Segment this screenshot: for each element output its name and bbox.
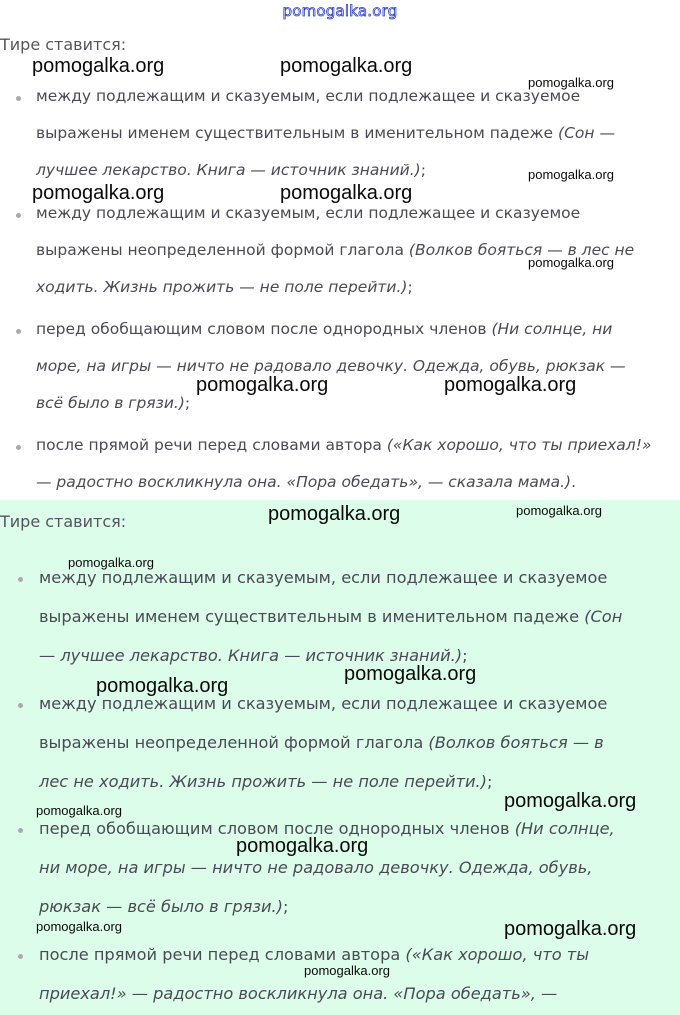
- watermark: pomogalka.org: [68, 555, 154, 570]
- example-text: (Ни солнце, ни: [491, 320, 613, 338]
- watermark: pomogalka.org: [444, 374, 577, 396]
- watermark: pomogalka.org: [280, 182, 413, 204]
- example-text: («Как хорошо, что ты: [405, 945, 589, 964]
- watermark: pomogalka.org: [516, 503, 602, 518]
- rule-text: после прямой речи перед словами автора: [39, 945, 406, 964]
- watermark: pomogalka.org: [528, 167, 614, 182]
- text-line: [39, 984, 557, 1003]
- text-line: [36, 204, 580, 222]
- rule-text: между подлежащим и сказуемым, если подлежащее и сказуемое: [39, 694, 608, 713]
- watermark: pomogalka.org: [304, 963, 390, 978]
- text-line: [39, 568, 607, 587]
- text-line: [39, 733, 604, 752]
- bullet-dot-icon: [18, 954, 23, 959]
- text-line: [39, 858, 592, 877]
- bullet-dot-icon: [16, 329, 21, 334]
- text-line: [36, 124, 615, 142]
- rule-text: выражены именем существительным в именительном падеже: [36, 124, 559, 142]
- bullet-dot-icon: [18, 703, 23, 708]
- rule-text: выражены неопределенной формой глагола: [36, 241, 409, 259]
- text-line: [36, 87, 580, 105]
- example-text: ни море, на игры — ничто не радовало девочку. Одежда, обувь,: [39, 858, 593, 877]
- watermark: pomogalka.org: [196, 374, 329, 396]
- punctuation: ;: [420, 161, 426, 179]
- example-text: рюкзак — всё было в грязи.): [39, 897, 283, 916]
- watermark: pomogalka.org: [236, 835, 369, 857]
- watermark: pomogalka.org: [96, 675, 229, 697]
- watermark: pomogalka.org: [280, 55, 413, 77]
- section-heading: Тире ставится:: [0, 35, 127, 54]
- text-line: [36, 278, 413, 296]
- rule-text: после прямой речи перед словами автора: [36, 436, 387, 454]
- punctuation: ;: [486, 772, 493, 791]
- watermark: pomogalka.org: [268, 503, 401, 525]
- text-line: [39, 607, 622, 626]
- watermark: pomogalka.org: [344, 663, 477, 685]
- example-text: (Волков бояться — в лес не: [408, 241, 635, 259]
- punctuation: ;: [462, 646, 468, 665]
- text-line: [36, 357, 626, 375]
- punctuation: ;: [282, 897, 289, 916]
- text-line: [39, 772, 492, 791]
- example-text: всё было в грязи.): [36, 394, 185, 412]
- example-text: море, на игры — ничто не радовало девочку. Одежда, обувь, рюкзак —: [36, 357, 626, 375]
- section-heading: Тире ставится:: [0, 512, 127, 531]
- text-line: [39, 945, 589, 964]
- example-text: лучшее лекарство. Книга — источник знаний.): [36, 161, 421, 179]
- bullet-dot-icon: [16, 96, 21, 101]
- example-text: — радостно воскликнула она. «Пора обедать», — сказала мама.): [36, 473, 572, 491]
- bullet-dot-icon: [16, 445, 21, 450]
- watermark: pomogalka.org: [36, 803, 122, 818]
- punctuation: .: [571, 473, 577, 491]
- punctuation: ;: [407, 278, 413, 296]
- example-text: ходить. Жизнь прожить — не поле перейти.): [36, 278, 408, 296]
- text-line: [36, 320, 612, 338]
- rule-text: между подлежащим и сказуемым, если подлежащее и сказуемое: [36, 87, 581, 105]
- example-text: — лучшее лекарство. Книга — источник знаний.): [39, 646, 463, 665]
- text-line: [36, 394, 190, 412]
- text-line: [36, 161, 426, 179]
- bullet-dot-icon: [18, 828, 23, 833]
- rule-text: перед обобщающим словом после однородных членов: [39, 819, 515, 838]
- watermark: pomogalka.org: [504, 790, 637, 812]
- example-text: (Сон —: [558, 124, 615, 142]
- watermark: pomogalka.org: [528, 75, 614, 90]
- example-text: («Как хорошо, что ты приехал!»: [386, 436, 652, 454]
- rule-text: выражены неопределенной формой глагола: [39, 733, 429, 752]
- rule-text: между подлежащим и сказуемым, если подлежащее и сказуемое: [39, 568, 608, 587]
- top-watermark: pomogalka.org: [282, 2, 398, 20]
- example-text: приехал!» — радостно воскликнула она. «Пора обедать», —: [39, 984, 558, 1003]
- watermark: pomogalka.org: [528, 255, 614, 270]
- bullet-dot-icon: [18, 577, 23, 582]
- punctuation: ;: [184, 394, 191, 412]
- watermark: pomogalka.org: [504, 918, 637, 940]
- watermark: pomogalka.org: [36, 919, 122, 934]
- text-line: [36, 473, 576, 491]
- bullet-dot-icon: [16, 213, 21, 218]
- watermark: pomogalka.org: [32, 182, 165, 204]
- example-text: (Волков бояться — в: [428, 733, 604, 752]
- text-line: [36, 436, 652, 454]
- rule-text: выражены именем существительным в именительном падеже: [39, 607, 585, 626]
- text-line: [39, 897, 288, 916]
- watermark: pomogalka.org: [32, 55, 165, 77]
- rule-text: между подлежащим и сказуемым, если подлежащее и сказуемое: [36, 204, 581, 222]
- example-text: лес не ходить. Жизнь прожить — не поле перейти.): [39, 772, 487, 791]
- example-text: (Ни солнце,: [514, 819, 615, 838]
- example-text: (Сон: [584, 607, 623, 626]
- rule-text: перед обобщающим словом после однородных членов: [36, 320, 492, 338]
